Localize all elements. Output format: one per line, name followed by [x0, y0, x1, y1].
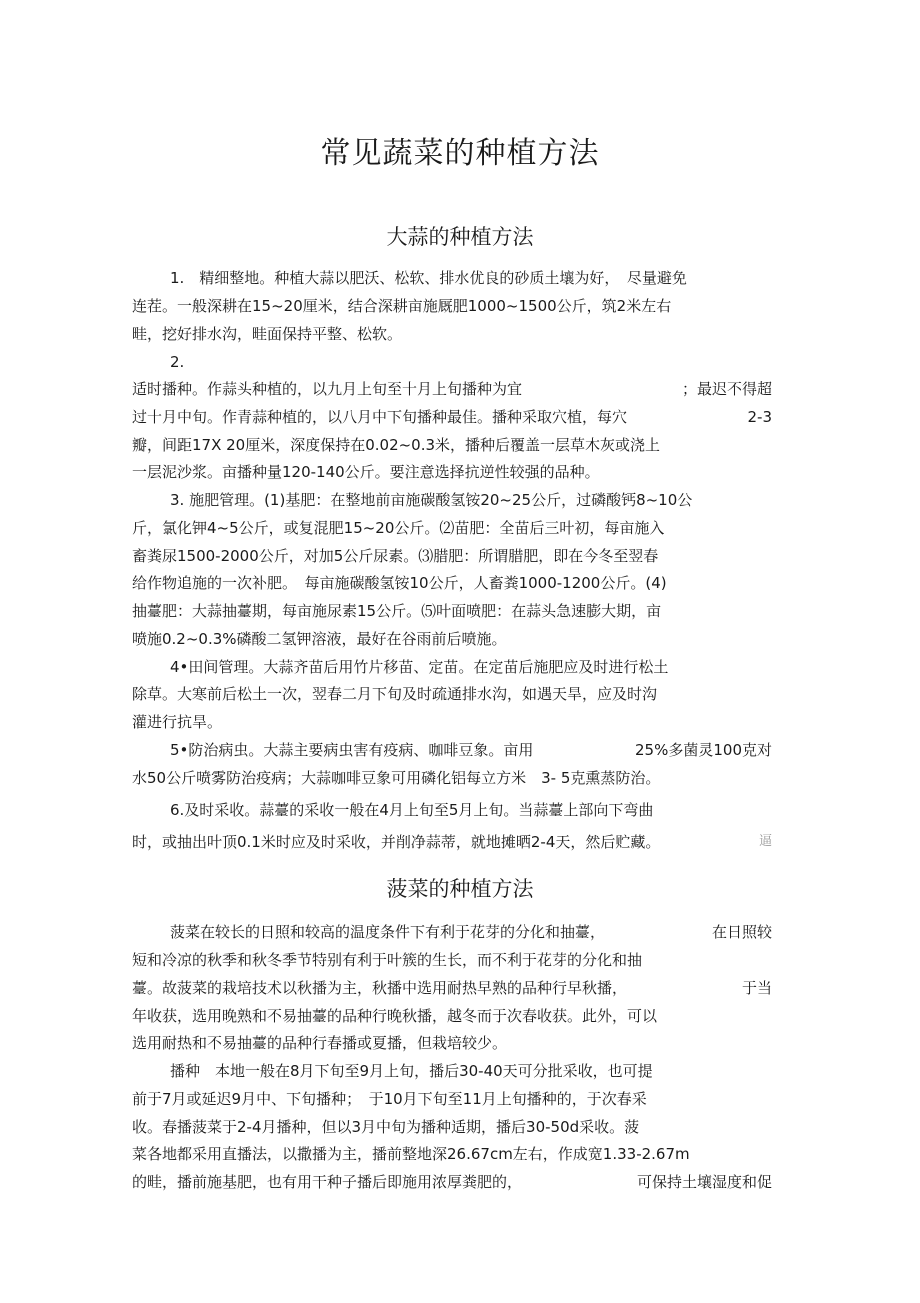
garlic-paragraph-line [132, 831, 772, 853]
garlic-paragraph-line: 1. 精细整地。种植大蒜以肥沃、松软、排水优良的砂质土壤为好， 尽量避免 [170, 269, 687, 287]
spinach-paragraph-line: 前于7月或延迟9月中、下旬播种； 于10月下旬至11月上旬播种的，于次春采 [132, 1090, 647, 1108]
garlic-paragraph-line: 喷施0.2~0.3%磷酸二氢钾溶液，最好在谷雨前后喷施。 [132, 630, 507, 648]
garlic-paragraph-line: 3. 施肥管理。(1)基肥：在整地前亩施碳酸氢铵20~25公斤，过磷酸钙8~10公 [170, 491, 693, 509]
garlic-paragraph-line: 水50公斤喷雾防治疫病；大蒜咖啡豆象可用磷化铝每立方米 3- 5克熏蒸防治。 [132, 769, 661, 787]
garlic-paragraph-line: 抽薹肥：大蒜抽薹期，每亩施尿素15公斤。⑸叶面喷肥：在蒜头急速膨大期，亩 [132, 602, 662, 620]
garlic-paragraph-line: 畦，挖好排水沟，畦面保持平整、松软。 [132, 325, 403, 343]
garlic-paragraph-line: 斤，氯化钾4~5公斤，或复混肥15~20公斤。⑵苗肥：全苗后三叶初，每亩施入 [132, 519, 665, 537]
garlic-line-right: 25%多菌灵100克对 [635, 741, 772, 759]
spinach-paragraph-line: 年收获，选用晚熟和不易抽薹的品种行晚秋播，越冬而于次春收获。此外，可以 [132, 1007, 658, 1025]
garlic-paragraph-line: 畜粪尿1500-2000公斤，对加5公斤尿素。⑶腊肥：所谓腊肥，即在今冬至翌春 [132, 547, 659, 565]
garlic-paragraph-line: 6.及时采收。蒜薹的采收一般在4月上旬至5月上旬。当蒜薹上部向下弯曲 [170, 801, 654, 819]
garlic-paragraph-line: 除草。大寒前后松土一次，翌春二月下旬及时疏通排水沟，如遇天旱，应及时沟 [132, 685, 658, 703]
garlic-paragraph-line: 给作物追施的一次补肥。 每亩施碳酸氢铵10公斤，人畜粪1000-1200公斤。(4) [132, 574, 667, 592]
garlic-paragraph-line [132, 406, 772, 428]
spinach-line-left: 的畦，播前施基肥，也有用干种子播后即施用浓厚粪肥的， [132, 1173, 523, 1191]
spinach-paragraph-line [132, 977, 772, 999]
spinach-paragraph-line [170, 921, 772, 943]
spinach-paragraph-line: 菜各地都采用直播法，以撒播为主，播前整地深26.67cm左右，作成宽1.33-2.67m [132, 1145, 690, 1163]
spinach-paragraph-line [132, 1171, 772, 1193]
garlic-line-left: 适时播种。作蒜头种植的，以九月上旬至十月上旬播种为宜 [132, 380, 523, 398]
section-heading-garlic: 大蒜的种植方法 [386, 225, 534, 249]
garlic-paragraph-line: 瓣，间距17X 20厘米，深度保持在0.02~0.3米，播种后覆盖一层草木灰或浇上 [132, 436, 661, 454]
stray-mark: 逼 [758, 834, 772, 849]
garlic-paragraph-line [170, 739, 772, 761]
spinach-line-right: 在日照较 [711, 923, 772, 941]
spinach-paragraph-line: 选用耐热和不易抽薹的品种行春播或夏播，但栽培较少。 [132, 1034, 508, 1052]
spinach-paragraph-line: 收。春播菠菜于2-4月播种，但以3月中旬为播种适期，播后30-50d采收。菠 [132, 1118, 640, 1136]
spinach-line-left: 薹。故菠菜的栽培技术以秋播为主，秋播中选用耐热早熟的品种行早秋播， [132, 979, 628, 997]
garlic-paragraph-line: 灌进行抗旱。 [132, 713, 223, 731]
garlic-line-left: 过十月中旬。作青蒜种植的，以八月中下旬播种最佳。播种采取穴植，每穴 [132, 408, 628, 426]
garlic-paragraph-line: 连茬。一般深耕在15~20厘米，结合深耕亩施厩肥1000~1500公斤，筑2米左右 [132, 297, 672, 315]
garlic-paragraph-line: 一层泥沙浆。亩播种量120-140公斤。要注意选择抗逆性较强的品种。 [132, 463, 600, 481]
spinach-paragraph-line: 短和冷凉的秋季和秋冬季节特别有利于叶簇的生长，而不利于花芽的分化和抽 [132, 951, 643, 969]
spinach-line-left: 菠菜在较长的日照和较高的温度条件下有利于花芽的分化和抽薹， [170, 923, 606, 941]
garlic-paragraph-line: 2. [170, 353, 185, 371]
garlic-line-left: 时，或抽出叶顶0.1米时应及时采收，并削净蒜蒂，就地摊晒2-4天，然后贮藏。 [132, 833, 661, 851]
section-heading-spinach: 菠菜的种植方法 [386, 877, 534, 901]
spinach-paragraph-line: 播种 本地一般在8月下旬至9月上旬，播后30-40天可分批采收，也可提 [170, 1062, 653, 1080]
garlic-line-right: 2-3 [747, 408, 772, 426]
garlic-paragraph-line: 4•田间管理。大蒜齐苗后用竹片移苗、定苗。在定苗后施肥应及时进行松土 [170, 658, 669, 676]
garlic-line-left: 5•防治病虫。大蒜主要病虫害有疫病、咖啡豆象。亩用 [170, 741, 534, 759]
document-title: 常见蔬菜的种植方法 [320, 136, 600, 171]
spinach-line-right: 于当 [741, 979, 772, 997]
spinach-line-right: 可保持土壤湿度和促 [636, 1173, 772, 1191]
garlic-line-right: ；最迟不得超 [681, 380, 772, 398]
garlic-paragraph-line [132, 378, 772, 400]
